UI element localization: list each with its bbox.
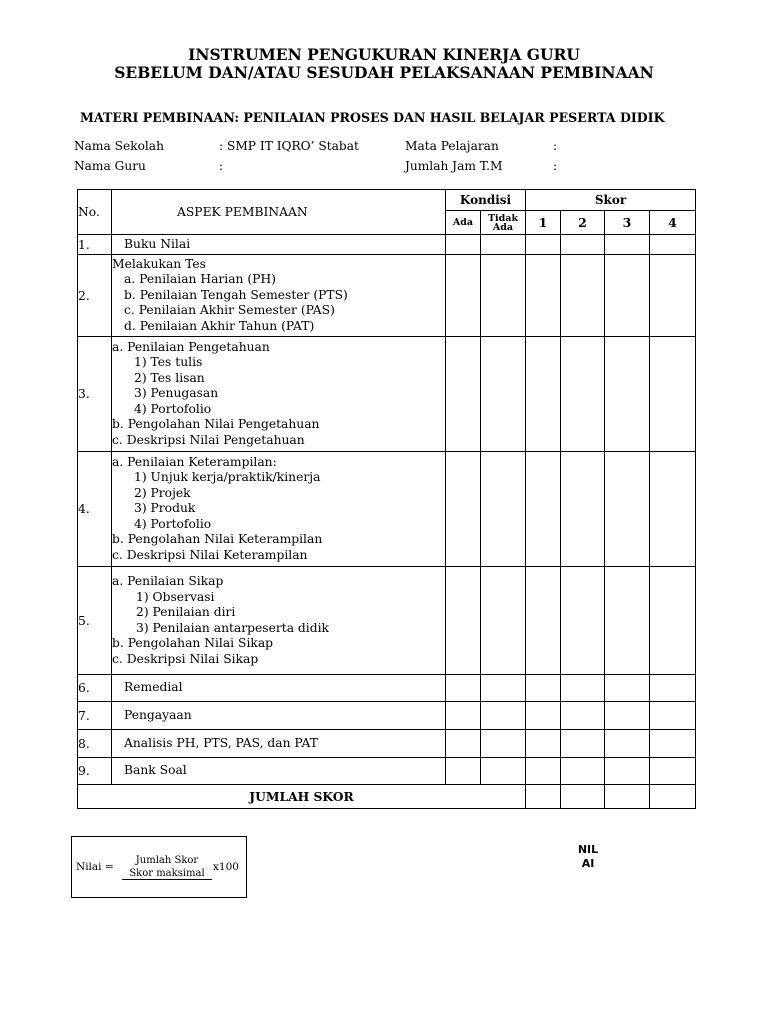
cell-ada[interactable] [446, 235, 481, 255]
row-number: 4. [78, 452, 112, 567]
row-aspect: Analisis PH, PTS, PAS, dan PAT [112, 730, 446, 758]
header-skor: Skor [526, 190, 696, 211]
table-row [78, 730, 696, 758]
mata-pelajaran-label: Mata Pelajaran [405, 139, 499, 153]
header-skor-2: 2 [561, 211, 605, 235]
cell-tidak-ada[interactable] [481, 235, 526, 255]
row-number: 9. [78, 758, 112, 785]
cell-skor-4[interactable] [650, 337, 696, 452]
nama-guru-label: Nama Guru [74, 159, 146, 173]
cell-skor-2[interactable] [561, 702, 605, 730]
table-row [78, 255, 696, 337]
cell-skor-2[interactable] [561, 675, 605, 702]
cell-skor-4[interactable] [650, 452, 696, 567]
cell-skor-1[interactable] [526, 255, 561, 337]
header-skor-3: 3 [605, 211, 650, 235]
cell-skor-4[interactable] [650, 730, 696, 758]
cell-ada[interactable] [446, 675, 481, 702]
fraction-bar [122, 879, 212, 880]
cell-skor-3[interactable] [605, 337, 650, 452]
cell-skor-4[interactable] [650, 675, 696, 702]
cell-skor-4[interactable] [650, 758, 696, 785]
table-row [78, 235, 696, 255]
header-tidak-ada: Tidak Ada [481, 211, 526, 235]
cell-tidak-ada[interactable] [481, 758, 526, 785]
cell-skor-3[interactable] [605, 675, 650, 702]
header-skor-1: 1 [526, 211, 561, 235]
total-label: JUMLAH SKOR [78, 785, 526, 809]
cell-skor-2[interactable] [561, 567, 605, 675]
row-aspect: Bank Soal [112, 758, 446, 785]
nilai-side-label: NIL AI [577, 843, 599, 870]
cell-ada[interactable] [446, 337, 481, 452]
cell-tidak-ada[interactable] [481, 255, 526, 337]
table-row [78, 675, 696, 702]
row-aspect: Buku Nilai [112, 235, 446, 255]
row-number: 1. [78, 235, 112, 255]
total-skor-1[interactable] [526, 785, 561, 809]
cell-skor-3[interactable] [605, 567, 650, 675]
cell-skor-1[interactable] [526, 758, 561, 785]
table-row [78, 758, 696, 785]
cell-tidak-ada[interactable] [481, 730, 526, 758]
cell-ada[interactable] [446, 730, 481, 758]
cell-skor-1[interactable] [526, 452, 561, 567]
cell-skor-1[interactable] [526, 730, 561, 758]
cell-tidak-ada[interactable] [481, 702, 526, 730]
cell-skor-2[interactable] [561, 730, 605, 758]
cell-skor-1[interactable] [526, 337, 561, 452]
cell-skor-4[interactable] [650, 255, 696, 337]
header-aspek: ASPEK PEMBINAAN [112, 190, 446, 235]
cell-ada[interactable] [446, 452, 481, 567]
cell-tidak-ada[interactable] [481, 452, 526, 567]
cell-skor-3[interactable] [605, 702, 650, 730]
cell-skor-2[interactable] [561, 337, 605, 452]
row-aspect: Pengayaan [112, 702, 446, 730]
cell-ada[interactable] [446, 758, 481, 785]
cell-tidak-ada[interactable] [481, 675, 526, 702]
cell-skor-1[interactable] [526, 567, 561, 675]
cell-skor-1[interactable] [526, 702, 561, 730]
score-formula-box [71, 836, 247, 898]
cell-ada[interactable] [446, 702, 481, 730]
header-skor-4: 4 [650, 211, 696, 235]
nama-guru-value: : [219, 159, 224, 173]
document-title-line1: INSTRUMEN PENGUKURAN KINERJA GURU [188, 45, 580, 64]
row-number: 8. [78, 730, 112, 758]
mata-pelajaran-value: : [553, 139, 558, 153]
row-aspect: Melakukan Tes a. Penilaian Harian (PH) b. Penilaian Tengah Semester (PTS) c. Penilaian Akhir Semester (PAS) d. Penilaian Akhir Tahun (PAT) [112, 255, 446, 337]
jumlah-jam-label: Jumlah Jam T.M [405, 159, 503, 173]
cell-skor-3[interactable] [605, 452, 650, 567]
nama-sekolah-value: : SMP IT IQRO’ Stabat [219, 139, 359, 153]
row-aspect: Remedial [112, 675, 446, 702]
row-number: 6. [78, 675, 112, 702]
cell-skor-2[interactable] [561, 452, 605, 567]
cell-skor-3[interactable] [605, 758, 650, 785]
cell-tidak-ada[interactable] [481, 337, 526, 452]
materi-heading: MATERI PEMBINAAN: PENILAIAN PROSES DAN HASIL BELAJAR PESERTA DIDIK [80, 110, 665, 125]
cell-skor-2[interactable] [561, 255, 605, 337]
table-row [78, 567, 696, 675]
cell-ada[interactable] [446, 567, 481, 675]
cell-skor-1[interactable] [526, 675, 561, 702]
row-number: 5. [78, 567, 112, 675]
row-number: 7. [78, 702, 112, 730]
cell-skor-4[interactable] [650, 235, 696, 255]
assessment-table [77, 189, 696, 809]
row-number: 3. [78, 337, 112, 452]
cell-skor-3[interactable] [605, 730, 650, 758]
row-number: 2. [78, 255, 112, 337]
table-row [78, 337, 696, 452]
row-aspect: a. Penilaian Keterampilan: 1) Unjuk kerja/praktik/kinerja 2) Projek 3) Produk 4) Portofolio b. Pengolahan Nilai Keterampilan c. Deskripsi Nilai Keterampilan [112, 452, 446, 567]
total-skor-2[interactable] [561, 785, 605, 809]
row-aspect: a. Penilaian Sikap 1) Observasi 2) Penilaian diri 3) Penilaian antarpeserta didik b. Pengolahan Nilai Sikap c. Deskripsi Nilai Sikap [112, 567, 446, 675]
total-skor-4[interactable] [650, 785, 696, 809]
formula-numerator: Jumlah Skor [135, 855, 199, 866]
document-title-line2: SEBELUM DAN/ATAU SESUDAH PELAKSANAAN PEMBINAAN [114, 63, 654, 82]
cell-skor-4[interactable] [650, 567, 696, 675]
nama-sekolah-label: Nama Sekolah [74, 139, 164, 153]
total-row [78, 785, 696, 809]
header-kondisi: Kondisi [446, 190, 526, 211]
total-skor-3[interactable] [605, 785, 650, 809]
header-no: No. [78, 190, 112, 235]
cell-skor-2[interactable] [561, 758, 605, 785]
header-ada: Ada [446, 211, 481, 235]
formula-label: Nilai = [76, 861, 114, 873]
formula-denominator: Skor maksimal [129, 868, 205, 879]
jumlah-jam-value: : [553, 159, 558, 173]
cell-skor-3[interactable] [605, 235, 650, 255]
cell-tidak-ada[interactable] [481, 567, 526, 675]
cell-skor-1[interactable] [526, 235, 561, 255]
table-row [78, 702, 696, 730]
cell-ada[interactable] [446, 255, 481, 337]
table-row [78, 452, 696, 567]
cell-skor-3[interactable] [605, 255, 650, 337]
cell-skor-4[interactable] [650, 702, 696, 730]
row-aspect: a. Penilaian Pengetahuan 1) Tes tulis 2) Tes lisan 3) Penugasan 4) Portofolio b. Pengolahan Nilai Pengetahuan c. Deskripsi Nilai Pengetahuan [112, 337, 446, 452]
cell-skor-2[interactable] [561, 235, 605, 255]
formula-multiplier: x100 [213, 861, 239, 873]
